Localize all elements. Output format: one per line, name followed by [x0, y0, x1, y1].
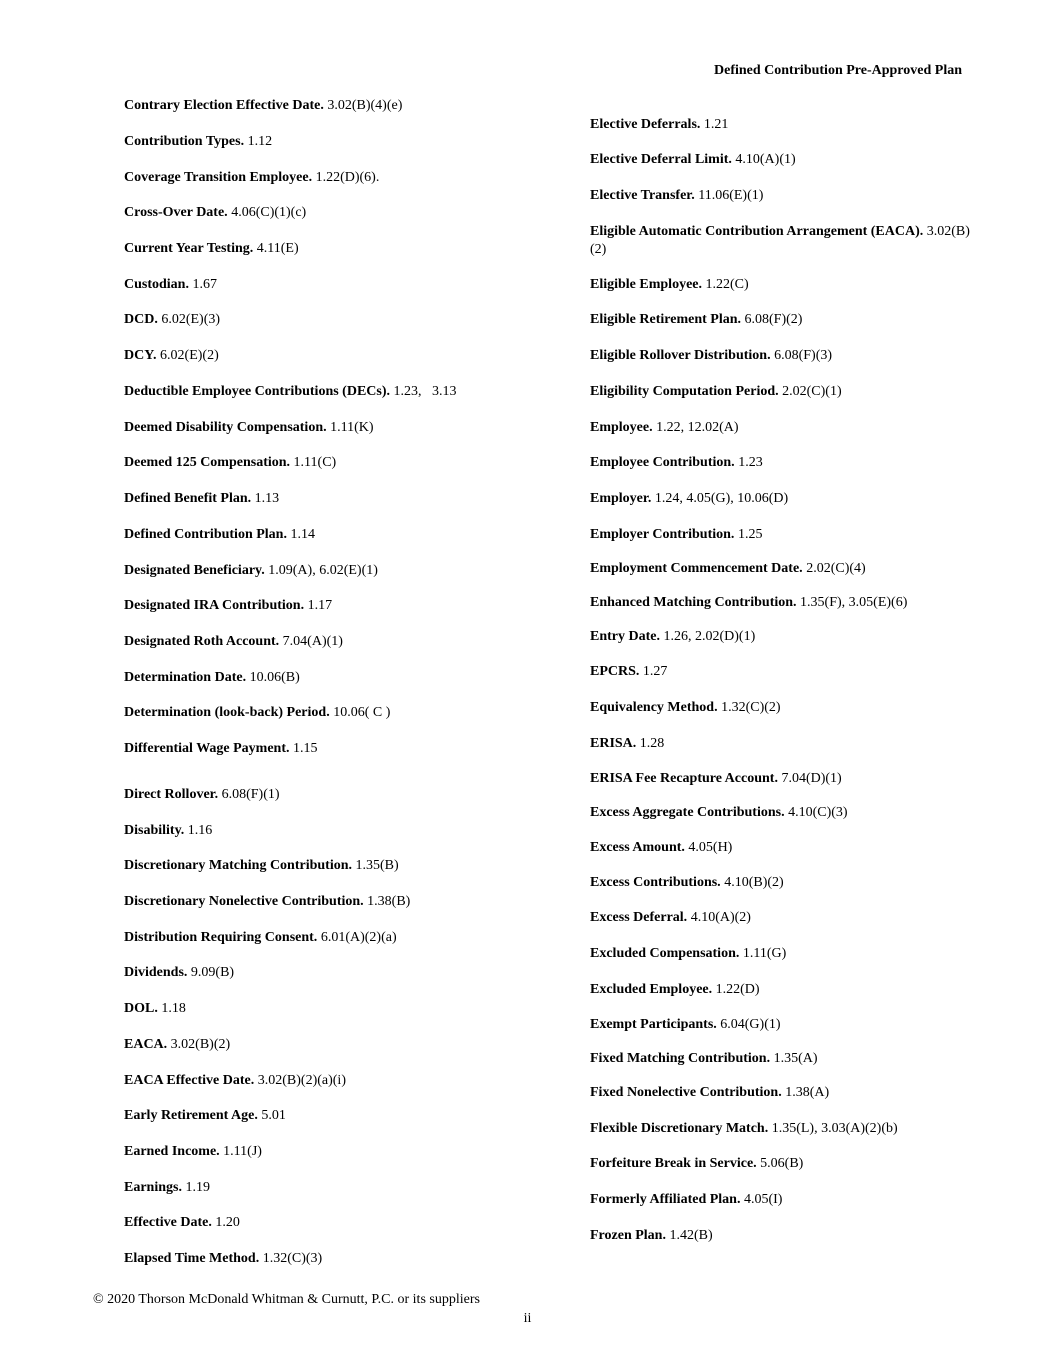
index-term: Contrary Election Effective Date.	[124, 98, 324, 113]
index-entry	[124, 383, 457, 401]
index-term: Defined Contribution Plan.	[124, 527, 287, 542]
index-entry	[590, 1016, 970, 1034]
index-term: Fixed Nonelective Contribution.	[590, 1085, 782, 1100]
index-reference: 1.32(C)(2)	[721, 700, 781, 715]
index-reference: 7.04(D)(1)	[781, 771, 842, 786]
index-entry	[590, 594, 970, 612]
index-reference: 1.35(F), 3.05(E)(6)	[800, 595, 908, 610]
index-entry	[590, 839, 970, 857]
index-term: EPCRS.	[590, 664, 640, 679]
index-entry	[124, 240, 299, 258]
index-entry	[124, 490, 279, 508]
index-reference: 6.08(F)(3)	[774, 348, 833, 363]
index-term: Designated Beneficiary.	[124, 563, 265, 578]
index-entry	[590, 804, 970, 822]
index-reference: 4.10(C)(3)	[788, 805, 848, 820]
index-term: Excluded Employee.	[590, 982, 713, 997]
index-reference: 1.23, 3.13	[393, 384, 457, 399]
index-entry	[124, 1250, 322, 1268]
index-reference: 1.28	[639, 736, 665, 751]
index-entry	[124, 1036, 230, 1054]
index-entry	[124, 204, 306, 222]
index-term: Earnings.	[124, 1180, 182, 1195]
index-entry	[124, 893, 410, 911]
index-reference: 11.06(E)(1)	[698, 188, 764, 203]
index-entry	[124, 526, 315, 544]
index-reference: 3.02(B)(4)(e)	[327, 98, 403, 113]
index-entry	[124, 1143, 262, 1161]
index-reference: 1.18	[161, 1001, 186, 1016]
index-entry	[590, 909, 970, 927]
index-reference: 4.10(A)(1)	[735, 152, 796, 167]
index-reference: 1.25	[737, 527, 763, 542]
index-entry	[590, 347, 970, 365]
index-entry	[124, 1000, 186, 1018]
index-entry	[590, 1050, 970, 1068]
index-term: Determination (look-back) Period.	[124, 705, 330, 720]
index-term: Deemed 125 Compensation.	[124, 455, 291, 470]
index-term: Earned Income.	[124, 1144, 220, 1159]
index-term: Dividends.	[124, 965, 188, 980]
index-reference: 2.02(C)(1)	[782, 384, 842, 399]
index-entry	[590, 116, 970, 134]
index-term: Differential Wage Payment.	[124, 741, 290, 756]
index-entry	[590, 1227, 970, 1245]
index-entry	[124, 786, 280, 804]
index-entry	[590, 874, 970, 892]
index-reference: 3.02(B)(2)	[590, 224, 970, 257]
index-reference: 7.04(A)(1)	[282, 634, 343, 649]
index-entry	[124, 633, 343, 651]
index-reference: 9.09(B)	[190, 965, 235, 980]
index-reference: 1.23	[738, 455, 763, 470]
index-entry	[124, 276, 217, 294]
index-entry	[124, 929, 397, 947]
index-entry	[590, 981, 970, 999]
index-reference: 4.05(I)	[743, 1192, 783, 1207]
index-term: Deemed Disability Compensation.	[124, 420, 327, 435]
index-term: Disability.	[124, 823, 185, 838]
index-reference: 6.02(E)(3)	[161, 312, 221, 327]
index-entry	[590, 1084, 970, 1102]
index-entry	[124, 857, 399, 875]
index-reference: 1.19	[185, 1180, 210, 1195]
index-reference: 4.05(H)	[688, 840, 733, 855]
index-term: Direct Rollover.	[124, 787, 219, 802]
index-reference: 6.01(A)(2)(a)	[320, 930, 397, 945]
index-term: DOL.	[124, 1001, 158, 1016]
index-term: Eligible Rollover Distribution.	[590, 348, 771, 363]
index-term: Excess Deferral.	[590, 910, 688, 925]
index-reference: 1.26, 2.02(D)(1)	[663, 629, 756, 644]
index-reference: 1.15	[293, 741, 318, 756]
index-term: Elapsed Time Method.	[124, 1251, 260, 1266]
index-reference: 1.09(A), 6.02(E)(1)	[268, 563, 378, 578]
index-reference: 1.20	[215, 1215, 240, 1230]
index-entry	[124, 562, 378, 580]
index-term: Employer Contribution.	[590, 527, 735, 542]
index-reference: 6.04(G)(1)	[720, 1017, 781, 1032]
index-reference: 1.22(D)	[715, 982, 760, 997]
index-term: Employee.	[590, 420, 653, 435]
index-entry	[124, 1179, 210, 1197]
footer-copyright: © 2020 Thorson McDonald Whitman & Curnutt, P.C. or its suppliers	[93, 1292, 480, 1307]
index-reference: 1.38(A)	[785, 1085, 830, 1100]
index-term: Early Retirement Age.	[124, 1108, 258, 1123]
index-reference: 10.06(B)	[249, 670, 300, 685]
index-reference: 1.35(L), 3.03(A)(2)(b)	[771, 1121, 898, 1136]
index-term: Frozen Plan.	[590, 1228, 666, 1243]
index-term: Excess Aggregate Contributions.	[590, 805, 785, 820]
index-term: Determination Date.	[124, 670, 247, 685]
index-entry	[590, 419, 970, 437]
index-reference: 4.06(C)(1)(c)	[231, 205, 307, 220]
index-reference: 1.21	[703, 117, 729, 132]
index-term: Excluded Compensation.	[590, 946, 740, 961]
index-reference: 1.12	[247, 134, 273, 149]
index-entry	[124, 347, 219, 365]
index-entry	[124, 740, 318, 758]
index-entry	[590, 560, 970, 578]
index-reference: 3.02(B)(2)(a)(i)	[257, 1073, 346, 1088]
index-reference: 5.06(B)	[760, 1156, 804, 1171]
index-term: ERISA Fee Recapture Account.	[590, 771, 778, 786]
index-entry	[590, 526, 970, 544]
index-reference: 6.08(F)(1)	[221, 787, 280, 802]
index-reference: 1.67	[192, 277, 217, 292]
index-reference: 5.01	[261, 1108, 286, 1123]
index-term: Custodian.	[124, 277, 189, 292]
index-entry	[590, 490, 970, 508]
index-entry	[590, 151, 970, 169]
index-entry	[590, 187, 970, 205]
index-entry	[124, 1072, 346, 1090]
index-reference: 1.35(A)	[773, 1051, 818, 1066]
index-term: Entry Date.	[590, 629, 660, 644]
index-entry	[124, 311, 220, 329]
index-entry	[124, 704, 390, 722]
index-entry	[590, 770, 970, 788]
index-reference: 1.17	[307, 598, 333, 613]
index-term: Excess Contributions.	[590, 875, 721, 890]
index-term: Employment Commencement Date.	[590, 561, 803, 576]
index-term: Eligible Automatic Contribution Arrangement (EACA).	[590, 224, 924, 239]
index-term: Eligible Retirement Plan.	[590, 312, 741, 327]
index-entry	[124, 169, 379, 187]
index-term: Elective Deferral Limit.	[590, 152, 732, 167]
index-reference: 1.14	[290, 527, 315, 542]
index-term: EACA Effective Date.	[124, 1073, 255, 1088]
index-reference: 6.08(F)(2)	[744, 312, 803, 327]
index-entry	[590, 1155, 970, 1173]
index-term: Equivalency Method.	[590, 700, 718, 715]
index-entry	[124, 97, 402, 115]
index-term: DCY.	[124, 348, 157, 363]
index-term: Excess Amount.	[590, 840, 685, 855]
index-term: Employer.	[590, 491, 652, 506]
index-term: Forfeiture Break in Service.	[590, 1156, 757, 1171]
index-reference: 1.42(B)	[669, 1228, 713, 1243]
index-term: Designated IRA Contribution.	[124, 598, 305, 613]
index-reference: 4.11(E)	[256, 241, 299, 256]
index-term: Coverage Transition Employee.	[124, 170, 313, 185]
index-reference: 10.06( C )	[333, 705, 391, 720]
index-term: Discretionary Matching Contribution.	[124, 858, 353, 873]
index-reference: 1.32(C)(3)	[262, 1251, 323, 1266]
index-term: Deductible Employee Contributions (DECs).	[124, 384, 391, 399]
index-term: EACA.	[124, 1037, 168, 1052]
index-reference: 1.24, 4.05(G), 10.06(D)	[654, 491, 789, 506]
index-reference: 1.38(B)	[367, 894, 411, 909]
index-term: ERISA.	[590, 736, 637, 751]
index-term: Discretionary Nonelective Contribution.	[124, 894, 364, 909]
index-term: Current Year Testing.	[124, 241, 254, 256]
index-term: Enhanced Matching Contribution.	[590, 595, 797, 610]
index-term: Exempt Participants.	[590, 1017, 717, 1032]
index-entry	[124, 964, 234, 982]
index-entry	[124, 419, 374, 437]
index-reference: 3.02(B)(2)	[170, 1037, 231, 1052]
index-entry	[124, 669, 300, 687]
index-entry	[590, 454, 970, 472]
index-reference: 1.13	[254, 491, 280, 506]
index-term: Effective Date.	[124, 1215, 212, 1230]
index-entry	[124, 133, 272, 151]
index-entry	[590, 1191, 970, 1209]
index-reference: 6.02(E)(2)	[160, 348, 219, 363]
index-entry	[124, 597, 332, 615]
index-reference: 2.02(C)(4)	[806, 561, 866, 576]
index-entry	[590, 663, 970, 681]
index-entry	[590, 223, 970, 259]
index-reference: 1.22(C)	[705, 277, 749, 292]
index-entry	[590, 945, 970, 963]
index-reference: 1.11(C)	[293, 455, 337, 470]
index-term: Eligible Employee.	[590, 277, 702, 292]
index-entry	[590, 383, 970, 401]
index-entry	[590, 735, 970, 753]
index-entry	[124, 822, 212, 840]
index-entry	[124, 1214, 240, 1232]
index-reference: 4.10(A)(2)	[690, 910, 751, 925]
index-term: Cross-Over Date.	[124, 205, 228, 220]
index-term: Flexible Discretionary Match.	[590, 1121, 769, 1136]
index-term: Contribution Types.	[124, 134, 245, 149]
index-term: Fixed Matching Contribution.	[590, 1051, 771, 1066]
index-term: Formerly Affiliated Plan.	[590, 1192, 741, 1207]
index-term: Elective Deferrals.	[590, 117, 701, 132]
index-reference: 1.16	[187, 823, 213, 838]
index-entry	[124, 454, 336, 472]
index-term: Designated Roth Account.	[124, 634, 280, 649]
index-term: Elective Transfer.	[590, 188, 695, 203]
index-reference: 1.11(J)	[223, 1144, 262, 1159]
index-term: Defined Benefit Plan.	[124, 491, 252, 506]
index-reference: 1.11(K)	[330, 420, 374, 435]
index-entry	[590, 311, 970, 329]
index-term: DCD.	[124, 312, 158, 327]
index-reference: 1.22, 12.02(A)	[656, 420, 739, 435]
index-entry	[590, 628, 970, 646]
page-header-title: Defined Contribution Pre-Approved Plan	[714, 63, 962, 78]
index-entry	[124, 1107, 286, 1125]
index-reference: 1.35(B)	[355, 858, 399, 873]
index-term: Employee Contribution.	[590, 455, 735, 470]
index-reference: 4.10(B)(2)	[724, 875, 784, 890]
index-entry	[590, 699, 970, 717]
index-entry	[590, 276, 970, 294]
index-entry	[590, 1120, 970, 1138]
index-reference: 1.22(D)(6).	[315, 170, 380, 185]
index-term: Eligibility Computation Period.	[590, 384, 779, 399]
page-number: ii	[523, 1311, 532, 1326]
index-reference: 1.11(G)	[742, 946, 787, 961]
index-reference: 1.27	[642, 664, 668, 679]
index-term: Distribution Requiring Consent.	[124, 930, 318, 945]
